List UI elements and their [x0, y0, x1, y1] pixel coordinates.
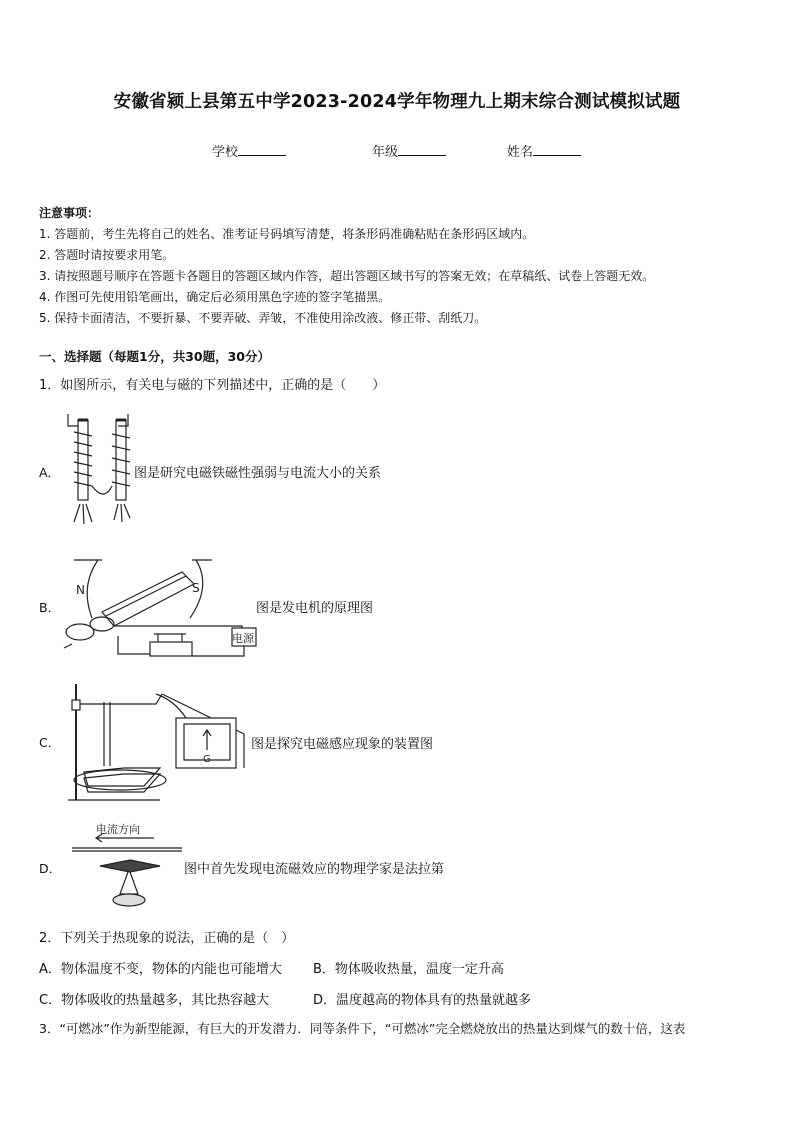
- magnet-s-label: S: [192, 581, 200, 595]
- electromagnet-figure: [64, 412, 144, 532]
- q1-option-d-text: 图中首先发现电流磁效应的物理学家是法拉第: [184, 862, 445, 877]
- generator-figure: [62, 556, 262, 666]
- note-item: 3. 请按照题号顺序在答题卡各题目的答题区域内作答，超出答题区域书写的答案无效；在草稿纸、试卷上答题无效。: [39, 269, 655, 283]
- q3-stem: 3．“可燃冰”作为新型能源，有巨大的开发潜力．同等条件下，“可燃冰”完全燃烧放出的热量达到煤气的数十倍，这表: [39, 1021, 686, 1036]
- name-field: [507, 141, 581, 160]
- q1-stem: 1．如图所示，有关电与磁的下列描述中，正确的是（ ）: [39, 378, 386, 393]
- note-item: 5. 保持卡面清洁，不要折暴、不要弄破、弄皱，不准使用涂改液、修正带、刮纸刀。: [39, 311, 487, 325]
- note-item: 4. 作图可先使用铅笔画出，确定后必须用黑色字迹的签字笔描黑。: [39, 290, 391, 304]
- q1-option-c-text: 图是探究电磁感应现象的装置图: [251, 737, 434, 752]
- q2-option-a: A．物体温度不变，物体的内能也可能增大: [39, 962, 282, 977]
- grade-label: 年级: [372, 145, 399, 160]
- q1-option-d-letter: D．: [39, 861, 62, 876]
- notes-heading: 注意事项：: [39, 206, 100, 220]
- note-item: 2. 答题时请按要求用笔。: [39, 248, 175, 262]
- school-blank: [238, 143, 286, 156]
- q1-option-b-letter: B．: [39, 600, 61, 615]
- q1-option-a-text: 图是研究电磁铁磁性强弱与电流大小的关系: [134, 466, 382, 481]
- section-heading: 一、选择题（每题1分，共30题，30分）: [39, 349, 270, 364]
- notes-block: [39, 203, 654, 329]
- name-blank: [533, 143, 581, 156]
- q2-option-b: B．物体吸收热量，温度一定升高: [313, 962, 504, 977]
- q1-option-a-letter: A．: [39, 465, 61, 480]
- power-source-label: 电源: [232, 632, 254, 645]
- q2-option-c: C．物体吸收的热量越多，其比热容越大: [39, 993, 270, 1008]
- galvanometer-label: G: [203, 754, 211, 765]
- current-direction-label: 电流方向: [96, 823, 140, 836]
- note-item: 1. 答题前，考生先将自己的姓名、准考证号码填写清楚，将条形码准确粘贴在条形码区域内。: [39, 227, 535, 241]
- q1-option-b-text: 图是发电机的原理图: [256, 601, 374, 616]
- q2-option-d: D．温度越高的物体具有的热量就越多: [313, 993, 532, 1008]
- induction-figure: [64, 680, 254, 804]
- name-label: 姓名: [507, 145, 534, 160]
- oersted-figure: [70, 822, 190, 912]
- page-title: 安徽省颍上县第五中学2023-2024学年物理九上期末综合测试模拟试题: [113, 92, 681, 112]
- school-field: [212, 141, 286, 160]
- magnet-n-label: N: [76, 583, 85, 597]
- school-label: 学校: [212, 145, 239, 160]
- grade-field: [372, 141, 446, 160]
- q2-stem: 2．下列关于热现象的说法，正确的是（ ）: [39, 931, 295, 946]
- q1-option-c-letter: C．: [39, 735, 61, 750]
- grade-blank: [398, 143, 446, 156]
